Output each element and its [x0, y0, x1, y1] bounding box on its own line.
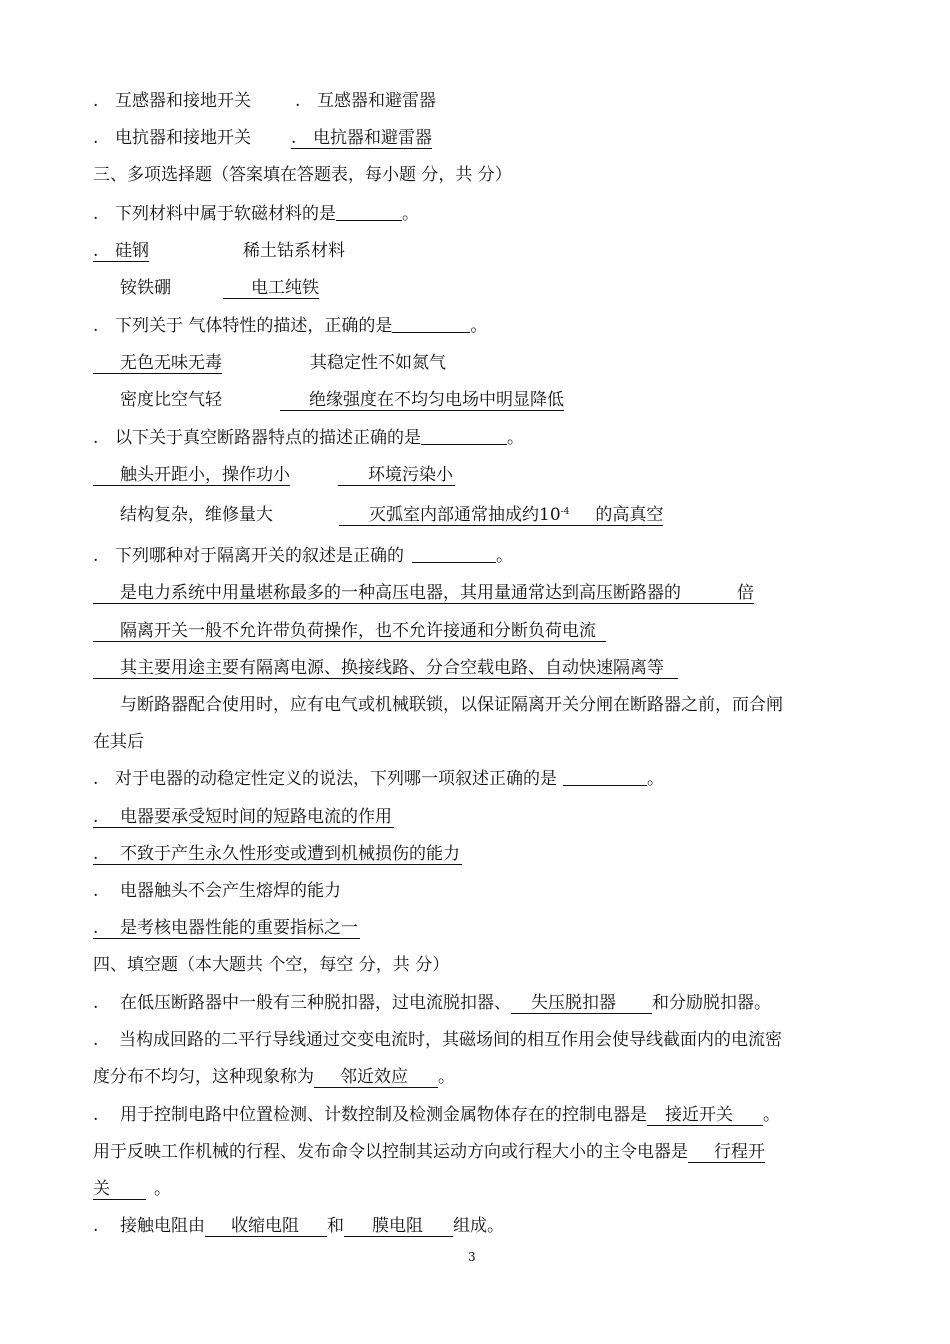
filled-answer: 行程开	[688, 1142, 765, 1163]
selected-answer: 绝缘强度在不均匀电场中明显降低	[280, 390, 564, 411]
option-line: 与断路器配合使用时，应有电气或机械联锁，以保证隔离开关分闸在断路器之前，而合闸	[120, 695, 783, 715]
option-line: 无色无味无毒 其稳定性不如氮气	[93, 352, 446, 374]
fill-question: 用于反映工作机械的行程、发布命令以控制其运动方向或行程大小的主令电器是 行程开	[93, 1142, 765, 1162]
selected-answer: . 电抗器和避雷器	[291, 128, 432, 148]
filled-answer: 关	[93, 1179, 146, 1200]
option-line: 结构复杂，维修量大 灭弧室内部通常抽成约$10^{-4}$ 的高真空	[120, 502, 663, 526]
selected-answer: 无色无味无毒	[93, 353, 222, 374]
fill-question: . 接触电阻由 收缩电阻 和 膜电阻 组成。	[93, 1216, 504, 1236]
fill-question: . 当构成回路的二平行导线通过交变电流时，其磁场间的相互作用会使导线截面内的电流密	[93, 1030, 782, 1050]
answer-blank	[412, 545, 496, 563]
fill-question: . 在低压断路器中一般有三种脱扣器，过电流脱扣器、 失压脱扣器 和分励脱扣器。	[93, 993, 771, 1013]
question: . 下列关于 气体特性的描述，正确的是 。	[93, 316, 488, 336]
option-line: 在其后	[93, 732, 144, 752]
section-heading: 三、多项选择题（答案填在答题表，每小题 分，共 分）	[93, 165, 512, 185]
filled-answer: 膜电阻	[344, 1216, 453, 1237]
option-line	[93, 620, 606, 642]
answer-blank	[392, 315, 470, 333]
option-line: 密度比空气轻 绝缘强度在不均匀电场中明显降低	[120, 390, 564, 410]
option-line: . 电器触头不会产生熔焊的能力	[93, 881, 341, 901]
filled-answer: 收缩电阻	[205, 1216, 327, 1237]
option-line: . 电抗器和接地开关 . 电抗器和避雷器	[93, 128, 432, 148]
selected-answer: 是电力系统中用量堪称最多的一种高压电器，其用量通常达到高压断路器的 倍	[93, 583, 754, 604]
filled-answer: 失压脱扣器	[511, 993, 652, 1014]
answer-blank	[336, 203, 402, 221]
selected-answer: . 是考核电器性能的重要指标之一	[93, 918, 358, 938]
option-line	[93, 843, 462, 865]
selected-answer: . 硅钢	[93, 241, 149, 261]
selected-answer: . 电器要承受短时间的短路电流的作用	[93, 807, 392, 827]
question: . 下列材料中属于软磁材料的是 。	[93, 204, 419, 224]
answer-blank	[563, 768, 647, 786]
question: . 对于电器的动稳定性定义的说法，下列哪一项叙述正确的是 。	[93, 769, 664, 789]
selected-answer: . 不致于产生永久性形变或遭到机械损伤的能力	[93, 844, 460, 864]
question: . 下列哪种对于隔离开关的叙述是正确的 。	[93, 546, 513, 566]
filled-answer: 接近开关	[647, 1105, 763, 1126]
fill-question: 关 。	[93, 1179, 171, 1199]
selected-answer: 隔离开关一般不允许带负荷操作，也不允许接通和分断负荷电流	[93, 621, 606, 642]
section-heading: 四、填空题（本大题共 个空，每空 分，共 分）	[93, 955, 450, 975]
option-line: . 互感器和接地开关 . 互感器和避雷器	[93, 91, 436, 111]
filled-answer: 邻近效应	[314, 1067, 438, 1088]
answer-blank	[421, 427, 507, 445]
option-line	[93, 582, 754, 604]
option-line	[93, 657, 678, 679]
page-number: 3	[468, 1250, 476, 1264]
option-line: 铵铁硼 电工纯铁	[120, 278, 319, 298]
selected-answer: 其主要用途主要有隔离电源、换接线路、分合空载电路、自动快速隔离等	[93, 658, 678, 679]
option-line	[93, 464, 455, 486]
selected-answer: 触头开距小，操作功小	[93, 465, 290, 486]
selected-answer: 灭弧室内部通常抽成约$10^{-4}$ 的高真空	[339, 502, 663, 526]
option-line	[93, 917, 360, 939]
option-line	[93, 806, 394, 828]
fill-question: 度分布不均匀，这种现象称为 邻近效应 。	[93, 1067, 455, 1087]
selected-answer: 电工纯铁	[223, 278, 319, 299]
question: . 以下关于真空断路器特点的描述正确的是 。	[93, 428, 524, 448]
fill-question: . 用于控制电路中位置检测、计数控制及检测金属物体存在的控制电器是 接近开关 。	[93, 1105, 780, 1125]
selected-answer: 环境污染小	[338, 465, 455, 486]
option-line: . 硅钢 稀土钴系材料	[93, 241, 345, 261]
